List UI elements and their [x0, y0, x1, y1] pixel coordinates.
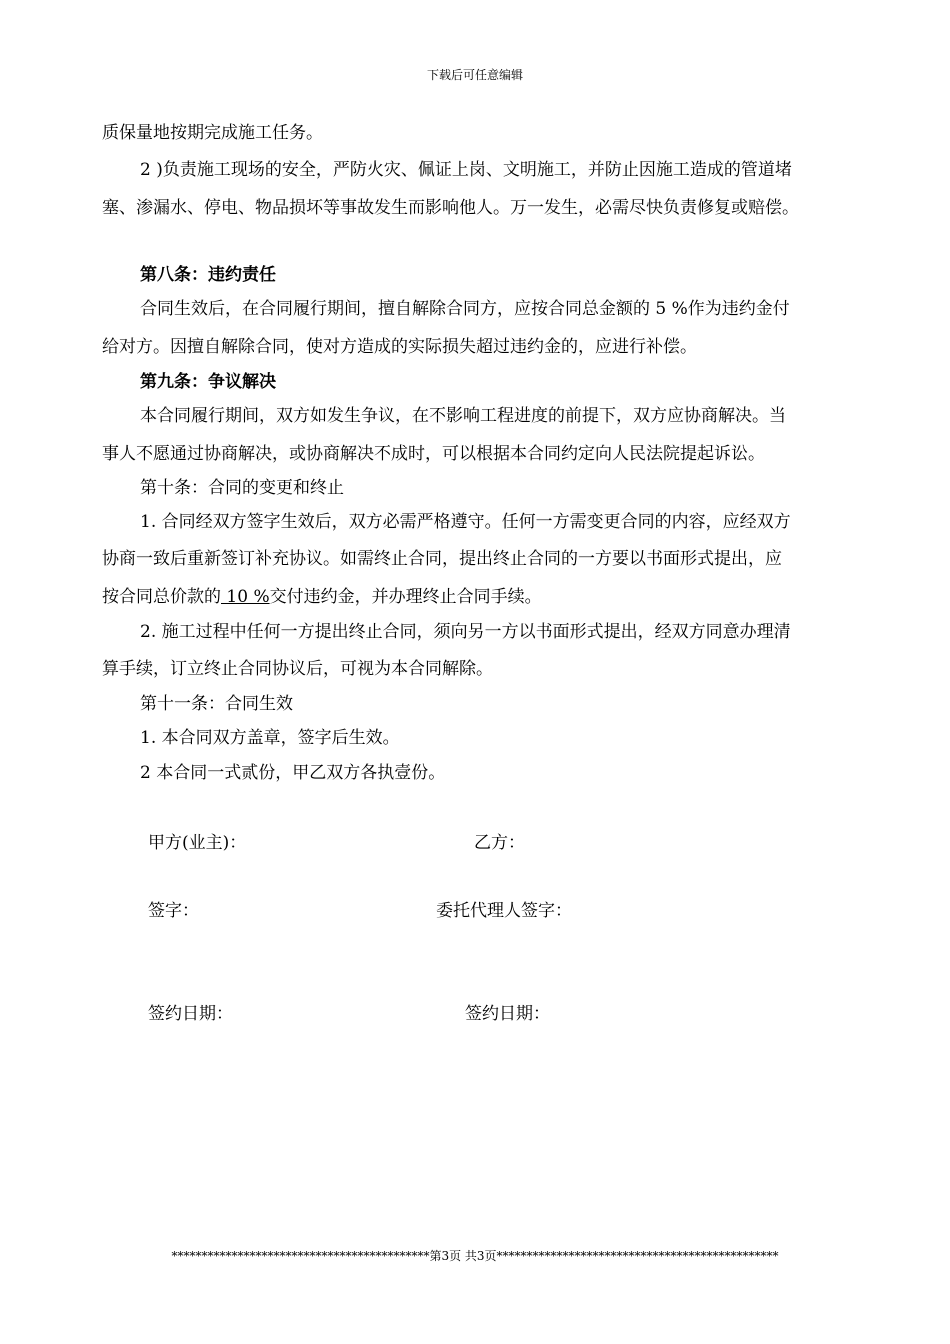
- section-heading-8: 第八条：违约责任: [140, 265, 276, 285]
- page-footer: *******************************************第3页 共3页***********************************************: [171, 1249, 779, 1263]
- paragraph-line: 1. 本合同双方盖章，签字后生效。: [140, 728, 400, 748]
- signature-label: 签字：: [148, 901, 199, 921]
- section-heading-9: 第九条：争议解决: [140, 372, 276, 392]
- paragraph-line: [102, 586, 882, 608]
- paragraph-line: 协商一致后重新签订补充协议。如需终止合同，提出终止合同的一方要以书面形式提出，应: [102, 549, 782, 569]
- agent-signature-label: 委托代理人签字：: [436, 901, 572, 921]
- paragraph-line: 事人不愿通过协商解决，或协商解决不成时，可以根据本合同约定向人民法院提起诉讼。: [102, 444, 765, 464]
- paragraph-line: 本合同履行期间，双方如发生争议，在不影响工程进度的前提下，双方应协商解决。当: [140, 406, 786, 426]
- section-heading-10: 第十条：合同的变更和终止: [140, 478, 344, 498]
- paragraph-line: 2 本合同一式贰份，甲乙双方各执壹份。: [140, 763, 446, 783]
- penalty-rate-underlined: 10 %: [221, 587, 270, 607]
- text-run: 交付违约金，并办理终止合同手续。: [269, 587, 542, 607]
- party-a-label: 甲方(业主)：: [148, 833, 247, 853]
- sign-date-label-b: 签约日期：: [465, 1004, 550, 1024]
- paragraph-line: 算手续，订立终止合同协议后，可视为本合同解除。: [102, 659, 493, 679]
- text-run: 按合同总价款的: [102, 587, 221, 607]
- paragraph-line: 2 )负责施工现场的安全，严防火灾、佩证上岗、文明施工，并防止因施工造成的管道堵: [140, 160, 792, 180]
- section-heading-11: 第十一条：合同生效: [140, 694, 293, 714]
- paragraph-line: 给对方。因擅自解除合同，使对方造成的实际损失超过违约金的，应进行补偿。: [102, 337, 697, 357]
- paragraph-line: 质保量地按期完成施工任务。: [102, 123, 323, 143]
- page-header: 下载后可任意编辑: [426, 68, 523, 82]
- party-b-label: 乙方：: [474, 833, 525, 853]
- paragraph-line: 合同生效后，在合同履行期间，擅自解除合同方，应按合同总金额的 5 %作为违约金付: [140, 299, 790, 319]
- paragraph-line: 1. 合同经双方签字生效后，双方必需严格遵守。任何一方需变更合同的内容，应经双方: [140, 512, 791, 532]
- paragraph-line: 2. 施工过程中任何一方提出终止合同，须向另一方以书面形式提出，经双方同意办理清: [140, 622, 791, 642]
- sign-date-label-a: 签约日期：: [148, 1004, 233, 1024]
- paragraph-line: 塞、渗漏水、停电、物品损坏等事故发生而影响他人。万一发生，必需尽快负责修复或赔偿。: [102, 198, 799, 218]
